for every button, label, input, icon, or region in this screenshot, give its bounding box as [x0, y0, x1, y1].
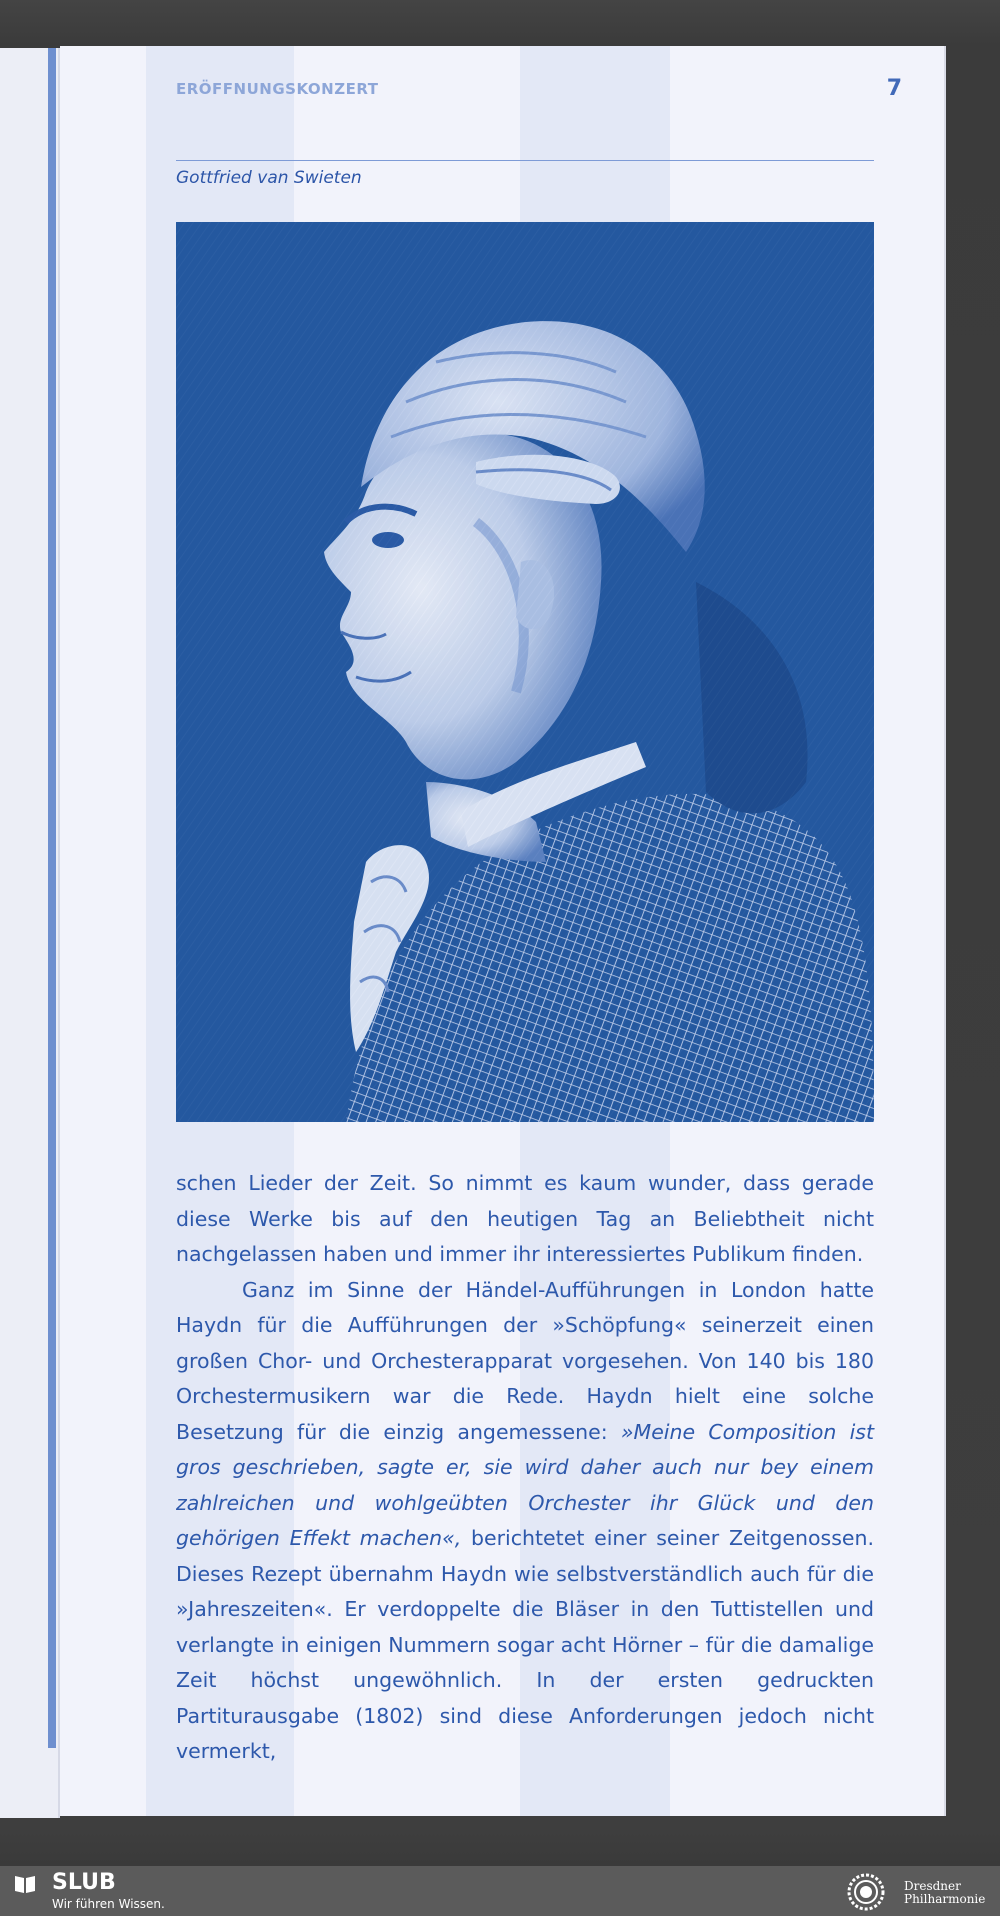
portrait-engraving	[176, 222, 874, 1122]
library-logo-text[interactable]: SLUB	[52, 1870, 116, 1895]
philharmonie-logo-icon[interactable]	[840, 1870, 892, 1914]
book-icon	[14, 1874, 36, 1894]
binding-edge	[48, 48, 56, 1748]
paragraph	[176, 1273, 874, 1770]
library-tagline: Wir führen Wissen.	[52, 1897, 165, 1911]
paragraph: schen Lieder der Zeit. So nimmt es kaum wunder, dass gerade diese Werke bis auf den heutigen Tag an Beliebtheit nicht nachgelassen haben und immer ihr interessiertes Publikum finden.	[176, 1171, 874, 1266]
section-header: ERÖFFNUNGSKONZERT	[176, 80, 379, 98]
article-body	[176, 1166, 874, 1770]
portrait-illustration	[176, 222, 874, 1122]
paragraph-text: Ganz im Sinne der Händel-Aufführungen in London hatte Haydn für die Aufführungen der »Schöpfung« seinerzeit einen großen Chor- und Orchesterapparat vorgesehen. Von 140 bis 180 Orchestermusikern war die Rede. Haydn hielt eine solche Besetzung für die einzig angemessene:	[176, 1277, 874, 1444]
paragraph-text: berichtetet einer seiner Zeitgenossen. Dieses Rezept übernahm Haydn wie selbstverständlich auch für die »Jahreszeiten«. Er verdoppelte die Bläser in den Tuttistellen und verlangte in einigen Nummern sogar acht Hörner – für die damalige Zeit höchst ungewöhnlich. In der ersten gedruckten Partiturausgabe (1802) sind diese Anforderungen jedoch nicht vermerkt,	[176, 1526, 874, 1763]
viewer-footer	[0, 1866, 1000, 1916]
partner-name-line: Philharmonie	[904, 1892, 986, 1906]
image-caption: Gottfried van Swieten	[176, 168, 362, 188]
header-rule	[176, 160, 874, 161]
partner-name-line: Dresdner	[904, 1879, 961, 1893]
document-page	[60, 46, 944, 1816]
page-number: 7	[886, 76, 902, 101]
partner-name	[904, 1880, 985, 1906]
haydn-quote: »Meine Composition ist gros geschrieben, sagte er, sie wird daher auch nur bey einem zahlreichen und wohlgeübten Orchester ihr Glück und den gehörigen Effekt machen«,	[176, 1419, 874, 1550]
